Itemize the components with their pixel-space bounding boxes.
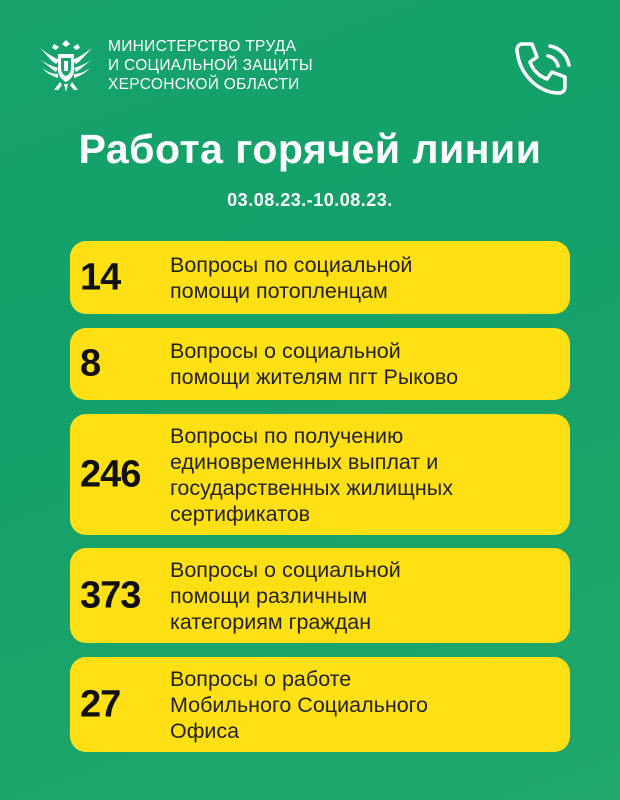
stat-text-line: помощи жителям пгт Рыково: [170, 365, 459, 389]
stat-description: [170, 666, 562, 744]
stat-count: 246: [80, 453, 141, 495]
stat-description: [170, 557, 562, 635]
eagle-emblem-icon: [36, 34, 96, 96]
stat-text-line: Офиса: [170, 718, 240, 743]
stat-text-line: категориям граждан: [170, 609, 372, 634]
stat-card-4: [70, 548, 570, 643]
stat-text-line: помощи различным: [170, 583, 368, 608]
stat-text-line: Вопросы о социальной: [170, 557, 401, 582]
ministry-line-1: МИНИСТЕРСТВО ТРУДА: [108, 37, 297, 55]
ministry-line-2: И СОЦИАЛЬНОЙ ЗАЩИТЫ: [108, 56, 313, 74]
stat-card-3: [70, 414, 570, 535]
stat-card-1: [70, 241, 570, 314]
stat-count: 8: [80, 342, 101, 385]
stat-count: 14: [80, 256, 121, 298]
stat-text-line: государственных жилищных: [170, 475, 453, 500]
stat-text-line: сертификатов: [170, 501, 311, 526]
phone-call-icon: [508, 36, 580, 108]
stat-count: 27: [80, 683, 121, 725]
stat-text-line: Вопросы о работе: [170, 666, 352, 691]
stat-description: [170, 252, 562, 304]
stat-text-line: Мобильного Социального: [170, 692, 428, 717]
stat-text-line: Вопросы о социальной: [170, 339, 401, 363]
stat-card-2: [70, 328, 570, 400]
ministry-line-3: ХЕРСОНСКОЙ ОБЛАСТИ: [108, 75, 300, 93]
stat-count: 373: [80, 574, 141, 616]
ministry-name: [108, 37, 313, 94]
stat-text-line: единовременных выплат и: [170, 449, 439, 474]
stat-text-line: Вопросы по получению: [170, 423, 404, 448]
stat-card-5: [70, 657, 570, 752]
header: [36, 34, 313, 96]
date-range: 03.08.23.-10.08.23.: [227, 190, 393, 210]
stat-description: [170, 338, 562, 390]
stat-description: [170, 423, 562, 527]
stat-text-line: помощи потопленцам: [170, 278, 388, 303]
stat-text-line: Вопросы по социальной: [170, 252, 413, 277]
page-title: Работа горячей линии: [78, 126, 542, 172]
